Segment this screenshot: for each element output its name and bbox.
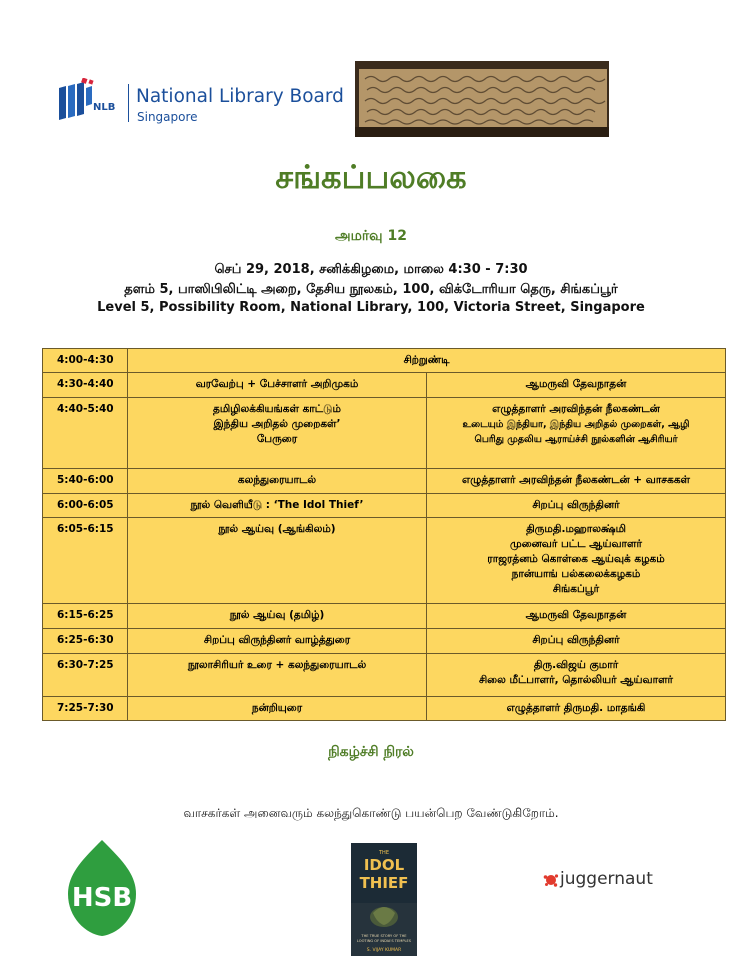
book-author: S. VIJAY KUMAR <box>366 948 402 953</box>
venue-english-line: Level 5, Possibility Room, National Library, 100, Victoria Street, Singapore <box>97 300 645 315</box>
speaker-line: நான்யாங் பல்கலைக்கழகம் <box>511 568 641 580</box>
juggernaut-logo <box>543 867 663 893</box>
activity-cell: சிறப்பு விருந்தினர் வாழ்த்துரை <box>128 629 427 654</box>
book-prefix: THE <box>379 850 389 856</box>
table-row <box>43 373 726 398</box>
activity-line: தமிழிலக்கியங்கள் காட்டும் <box>213 403 341 415</box>
activity-cell: நூல் வெளியீடு : ‘The Idol Thief’ <box>128 494 427 518</box>
nlb-abbr: NLB <box>93 102 116 113</box>
juggernaut-splat-icon <box>543 872 559 888</box>
speaker-line: திரு.விஜய் குமார் <box>533 659 619 671</box>
table-row <box>43 629 726 654</box>
table-row <box>43 518 726 604</box>
speaker-cell <box>427 518 726 604</box>
book-subtitle-line2: LOOTING OF INDIA'S TEMPLES <box>356 939 412 943</box>
speaker-cell: ஆமருவி தேவநாதன் <box>427 604 726 629</box>
nlb-logo <box>56 74 346 130</box>
activity-cell: கலந்துரையாடல் <box>128 469 427 494</box>
hsb-logo <box>64 838 140 938</box>
time-cell: 4:00-4:30 <box>43 349 128 373</box>
table-row <box>43 604 726 629</box>
time-cell: 6:30-7:25 <box>43 654 128 697</box>
org-name: National Library Board <box>136 86 344 107</box>
time-cell: 7:25-7:30 <box>43 697 128 721</box>
speaker-cell <box>427 654 726 697</box>
org-country: Singapore <box>137 110 198 124</box>
book-title-line1: IDOL <box>363 856 405 874</box>
time-cell: 4:30-4:40 <box>43 373 128 398</box>
time-cell: 4:40-5:40 <box>43 398 128 469</box>
session-number: அமர்வு 12 <box>335 228 407 244</box>
table-row <box>43 697 726 721</box>
speaker-cell: ஆமருவி தேவநாதன் <box>427 373 726 398</box>
time-cell: 6:00-6:05 <box>43 494 128 518</box>
speaker-cell <box>427 398 726 469</box>
table-row <box>43 469 726 494</box>
venue-tamil-line: தளம் 5, பாஸிபிலிட்டி அறை, தேசிய நூலகம், 100, விக்டோரியா தெரு, சிங்கப்பூர் <box>124 282 618 297</box>
activity-cell: நூல் ஆய்வு (ஆங்கிலம்) <box>128 518 427 604</box>
book-title-line2: THIEF <box>359 874 409 892</box>
speaker-line: முனைவர் பட்ட ஆய்வாளர் <box>510 538 642 550</box>
speaker-line: சிங்கப்பூர் <box>552 583 600 595</box>
hsb-logo-text: HSB <box>71 883 133 913</box>
table-row <box>43 654 726 697</box>
manuscript-image <box>355 61 609 137</box>
speaker-cell: சிறப்பு விருந்தினர் <box>427 494 726 518</box>
event-date-line: செப் 29, 2018, சனிக்கிழமை, மாலை 4:30 - 7:30 <box>214 262 528 277</box>
activity-cell: நூல் ஆய்வு (தமிழ்) <box>128 604 427 629</box>
programme-label: நிகழ்ச்சி நிரல் <box>328 744 414 760</box>
table-row <box>43 349 726 373</box>
speaker-line: ராஜரத்னம் கொள்கை ஆய்வுக் கழகம் <box>487 553 665 565</box>
book-cover-image <box>351 843 417 956</box>
speaker-line: பெரிது முதலிய ஆராய்ச்சி நூல்களின் ஆசிரியர் <box>474 434 678 445</box>
invitation-text: வாசகர்கள் அனைவரும் கலந்துகொண்டு பயன்பெற வேண்டுகிறோம். <box>183 806 559 820</box>
speaker-line: உடையும் இந்தியா, இந்திய அறிதல் முறைகள், ஆழி <box>462 419 690 430</box>
speaker-line: திருமதி.மஹாலக்ஷ்மி <box>526 523 626 535</box>
speaker-line: சிலை மீட்பாளர், தொல்லியர் ஆய்வாளர் <box>478 674 674 686</box>
time-cell: 5:40-6:00 <box>43 469 128 494</box>
time-cell: 6:15-6:25 <box>43 604 128 629</box>
activity-cell: சிற்றுண்டி <box>128 349 726 373</box>
speaker-cell: சிறப்பு விருந்தினர் <box>427 629 726 654</box>
activity-line: இந்திய அறிதல் முறைகள்’ <box>213 418 341 430</box>
book-subtitle-line1: THE TRUE STORY OF THE <box>361 934 407 938</box>
speaker-cell: எழுத்தாளர் அரவிந்தன் நீலகண்டன் + வாசககள் <box>427 469 726 494</box>
table-row <box>43 398 726 469</box>
time-cell: 6:25-6:30 <box>43 629 128 654</box>
activity-cell: நன்றியுரை <box>128 697 427 721</box>
speaker-cell: எழுத்தாளர் திருமதி. மாதங்கி <box>427 697 726 721</box>
juggernaut-text: juggernaut <box>560 869 653 889</box>
logo-divider <box>128 84 129 122</box>
activity-cell: நூலாசிரியர் உரை + கலந்துரையாடல் <box>128 654 427 697</box>
time-cell: 6:05-6:15 <box>43 518 128 604</box>
page-title: சங்கப்பலகை <box>275 158 467 196</box>
speaker-line: எழுத்தாளர் அரவிந்தன் நீலகண்டன் <box>492 403 660 415</box>
schedule-table <box>42 348 726 721</box>
activity-cell: வரவேற்பு + பேச்சாளர் அறிமுகம் <box>128 373 427 398</box>
activity-line: பேருரை <box>256 433 298 445</box>
table-row <box>43 494 726 518</box>
activity-cell <box>128 398 427 469</box>
